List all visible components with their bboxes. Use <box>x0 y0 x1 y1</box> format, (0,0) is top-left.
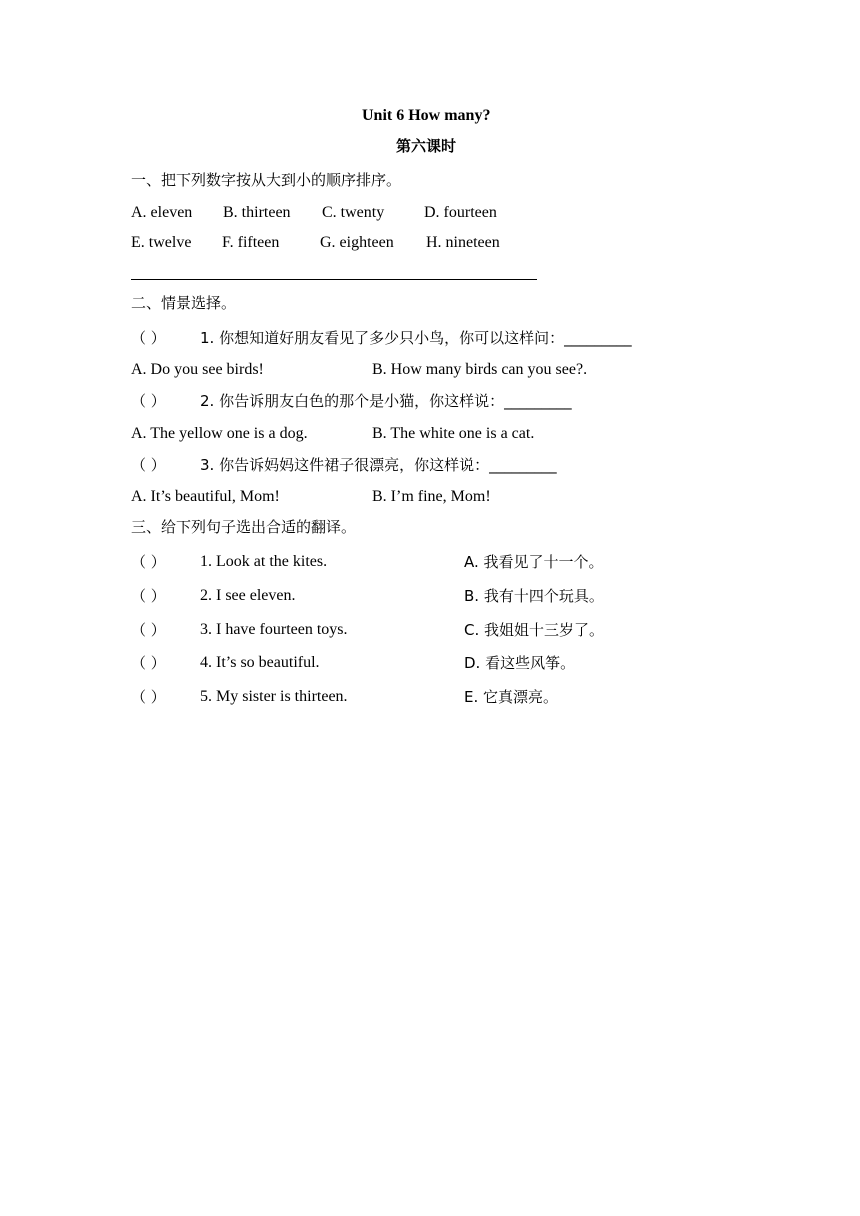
english-sentence: 5. My sister is thirteen. <box>200 688 348 705</box>
question-prompt: 1. 你想知道好朋友看见了多少只小鸟，你可以这样问：_________ <box>200 329 632 347</box>
answer-paren: （ ） <box>131 392 166 410</box>
option-g: G. eighteen <box>320 234 394 251</box>
answer-paren: （ ） <box>131 654 166 672</box>
question-prompt: 3. 你告诉妈妈这件裙子很漂亮，你这样说：_________ <box>200 456 557 474</box>
answer-paren: （ ） <box>131 621 166 639</box>
option-h: H. nineteen <box>426 234 500 251</box>
chinese-translation: D. 看这些风筝。 <box>464 654 576 672</box>
option-f: F. fifteen <box>222 234 280 251</box>
page-title: Unit 6 How many? <box>362 107 491 124</box>
english-sentence: 3. I have fourteen toys. <box>200 621 348 638</box>
option-e: E. twelve <box>131 234 192 251</box>
section3-heading: 三、给下列句子选出合适的翻译。 <box>131 518 357 536</box>
english-sentence: 4. It’s so beautiful. <box>200 654 320 671</box>
question-prompt: 2. 你告诉朋友白色的那个是小猫，你这样说：_________ <box>200 392 572 410</box>
choice-a: A. Do you see birds! <box>131 361 264 378</box>
chinese-translation: C. 我姐姐十三岁了。 <box>464 621 605 639</box>
chinese-translation: E. 它真漂亮。 <box>464 688 559 706</box>
answer-paren: （ ） <box>131 587 166 605</box>
section2-heading: 二、情景选择。 <box>131 294 237 312</box>
answer-paren: （ ） <box>131 456 166 474</box>
answer-paren: （ ） <box>131 688 166 706</box>
choice-b: B. How many birds can you see?. <box>372 361 588 378</box>
answer-paren: （ ） <box>131 329 166 347</box>
choice-a: A. The yellow one is a dog. <box>131 425 308 442</box>
option-b: B. thirteen <box>223 204 291 221</box>
chinese-translation: A. 我看见了十一个。 <box>464 553 604 571</box>
option-c: C. twenty <box>322 204 385 221</box>
english-sentence: 2. I see eleven. <box>200 587 296 604</box>
chinese-translation: B. 我有十四个玩具。 <box>464 587 604 605</box>
option-d: D. fourteen <box>424 204 497 221</box>
choice-b: B. The white one is a cat. <box>372 425 535 442</box>
option-a: A. eleven <box>131 204 193 221</box>
section1-heading: 一、把下列数字按从大到小的顺序排序。 <box>131 171 402 189</box>
choice-b: B. I’m fine, Mom! <box>372 488 491 505</box>
answer-line <box>131 279 537 280</box>
lesson-subtitle: 第六课时 <box>396 137 457 155</box>
choice-a: A. It’s beautiful, Mom! <box>131 488 280 505</box>
english-sentence: 1. Look at the kites. <box>200 553 328 570</box>
answer-paren: （ ） <box>131 553 166 571</box>
